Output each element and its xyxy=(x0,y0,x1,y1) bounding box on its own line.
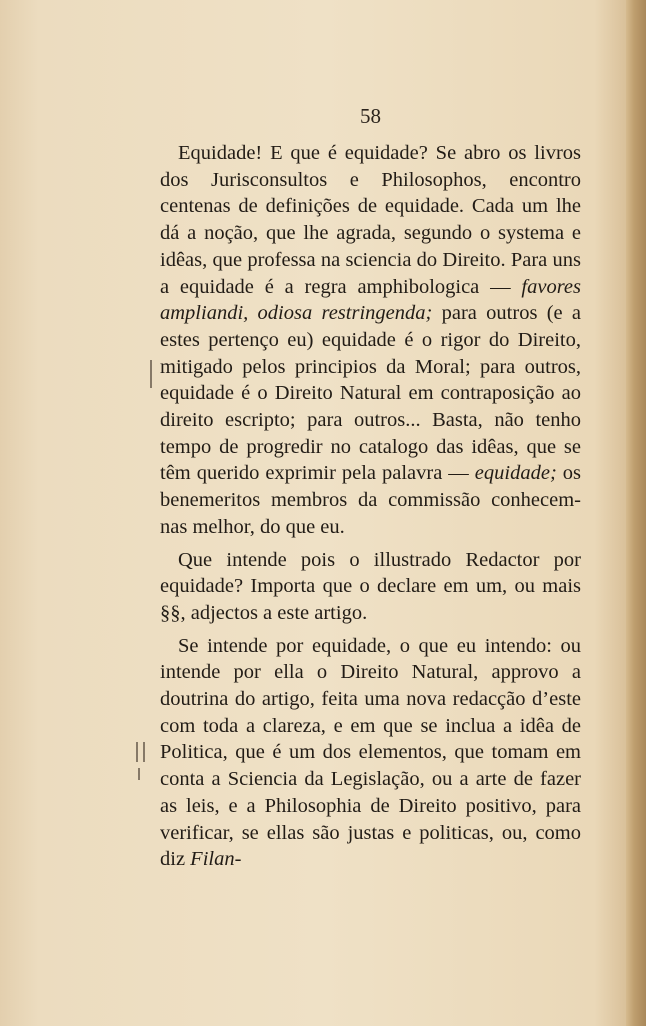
p1-italic-equidade: equidade; xyxy=(474,462,557,485)
body-text xyxy=(160,140,581,873)
page-edge xyxy=(626,0,646,1026)
p1-text: os benemeritos membros da commissão conhecem-nas melhor, do que eu. xyxy=(160,462,581,538)
margin-mark-1 xyxy=(150,360,152,388)
p1-italic-latin: favores ampliandi, odiosa restringenda; xyxy=(160,275,581,325)
p1-text: para outros (e a estes pertenço eu) equidade é o rigor do Direito, mitigado pelos principios da Moral; para outros, equidade é o Direito Natural em contraposição ao direito escripto; para outros... Basta, não tenho tempo de progredir no catalogo das idêas, que se têm querido exprimir pela palavra — xyxy=(160,302,581,485)
margin-mark-4 xyxy=(138,768,140,780)
p3-text: Se intende por equidade, o que eu intendo: ou intende por ella o Direito Natural, approvo a doutrina do artigo, feita uma nova redacção d’este com toda a clareza, e em que se inclua a idêa de Politica, que é um dos elementos, que tomam em conta a Sciencia da Legislação, ou a arte de fazer as leis, e a Philosophia de Direito positivo, para verificar, se ellas são justas e politicas, ou, como diz xyxy=(160,634,581,871)
margin-mark-2 xyxy=(136,742,138,762)
paragraph-1 xyxy=(160,140,581,541)
paragraph-3 xyxy=(160,633,581,873)
page-number: 58 xyxy=(360,104,381,128)
p3-italic-filan: Filan- xyxy=(190,848,242,871)
p2-text: Que intende pois o illustrado Redactor por equidade? Importa que o declare em um, ou mais §§, adjectos a este artigo. xyxy=(160,548,581,624)
p1-text: Equidade! E que é equidade? Se abro os livros dos Jurisconsultos e Philosophos, encontro centenas de definições de equidade. Cada um lhe dá a noção, que lhe agrada, segundo o systema e idêas, que professa na sciencia do Direito. Para uns a equidade é a regra amphibologica — xyxy=(160,142,581,298)
margin-mark-3 xyxy=(143,742,145,762)
paragraph-2 xyxy=(160,547,581,627)
